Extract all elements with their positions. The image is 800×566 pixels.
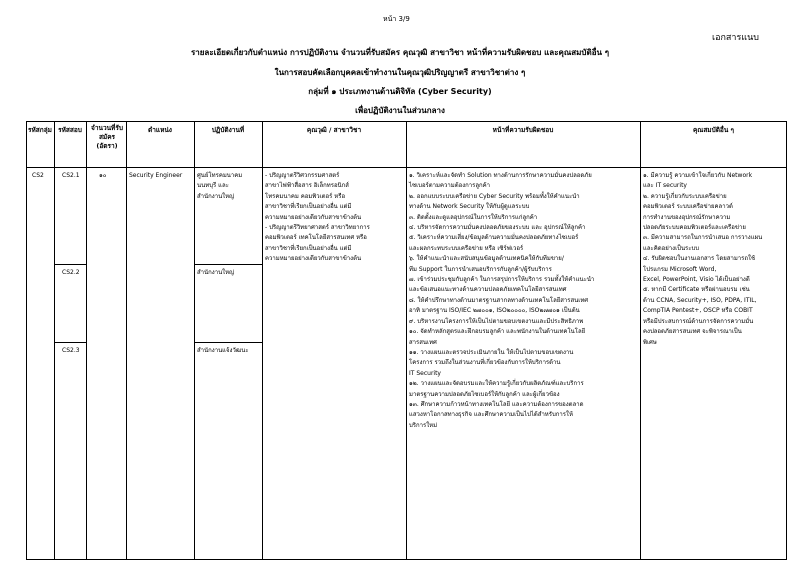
header-quota: จำนวนที่รับสมัคร (อัตรา) [91, 124, 123, 150]
attachment-label: เอกสารแนบ [712, 33, 759, 43]
workplace-cell: สำนักงานใหญ่ [197, 269, 235, 276]
group-code-cell: CS2 [32, 172, 44, 179]
exam-code-cell: CS2.3 [62, 347, 80, 354]
header-position: ตำแหน่ง [148, 126, 172, 134]
table-divider [54, 121, 55, 560]
header-group-code: รหัสกลุ่ม [28, 126, 52, 134]
row-divider [194, 342, 262, 343]
header-exam-code: รหัสสอบ [58, 126, 82, 134]
header-divider [26, 167, 787, 168]
header-qualification: คุณวุฒิ / สาขาวิชา [306, 126, 362, 134]
page-number: หน้า 3/9 [383, 15, 410, 23]
group-heading: กลุ่มที่ ๑ ประเภทงานด้านดิจิทัล (Cyber Security) [308, 87, 492, 96]
document-subtitle: ในการสอบคัดเลือกบุคคลเข้าทำงานในคุณวุฒิปริญญาตรี สาขาวิชาต่าง ๆ [274, 68, 526, 77]
header-workplace: ปฏิบัติงานที่ [211, 126, 245, 134]
qualification-cell: - ปริญญาตรีวิศวกรรมศาสตร์ สาขาไฟฟ้าสื่อสาร อิเล็กทรอนิกส์ โทรคมนาคม คอมพิวเตอร์ หรือ สาขาวิชาที่เรียกเป็นอย่างอื่น แต่มี ความหมายอย่างเดียวกับสาขาข้างต้น - ปริญญาตรีวิทยาศาสตร์ สาขาวิทยาการ คอมพิวเตอร์ เทคโนโลยีสารสนเทศ หรือ สาขาวิชาที่เรียกเป็นอย่างอื่น แต่มี ความหมายอย่างเดียวกับสาขาข้างต้น [265, 172, 370, 263]
row-divider [54, 342, 86, 343]
workplace-cell: ศูนย์โทรคมนาคม นนทบุรี และ สำนักงานใหญ่ [197, 172, 243, 200]
table-divider [194, 121, 195, 560]
quota-cell: ๑๐ [99, 172, 107, 179]
table-divider [406, 121, 407, 560]
exam-code-cell: CS2.2 [62, 269, 80, 276]
header-duties: หน้าที่ความรับผิดชอบ [492, 126, 554, 134]
other-qualifications-cell: ๑. มีความรู้ ความเข้าใจเกี่ยวกับ Network และ IT security ๒. ความรู้เกี่ยวกับระบบเครือข่าย คอมพิวเตอร์ ระบบเครือข่ายคลาวด์ การทำงานของอุปกรณ์รักษาความ ปลอดภัยระบบคอมพิวเตอร์และเครือข่าย ๓. มีความสามารถในการนำเสนอ การวางแผน และคิดอย่างเป็นระบบ ๔. รับผิดชอบในงานเอกสาร โดยสามารถใช้ โปรแกรม Microsoft Word, Excel, PowerPoint, Visio ได้เป็นอย่างดี ๕. หากมี Certificate หรือผ่านอบรม เช่น ด้าน CCNA, Security+, ISO, PDPA, ITIL, CompTIA Pentest+, OSCP หรือ COBIT หรือมีประสบการณ์ด้านการจัดการความมั่น คงปลอดภัยสารสนเทศ จะพิจารณาเป็น พิเศษ [643, 172, 763, 346]
row-divider [194, 264, 262, 265]
position-cell: Security Engineer [129, 172, 183, 179]
exam-code-cell: CS2.1 [62, 172, 80, 179]
duties-cell: ๑. วิเคราะห์และจัดทำ Solution ทางด้านการรักษาความมั่นคงปลอดภัย ไซเบอร์ตามความต้องการลูกค้า ๒. ออกแบบระบบเครือข่าย Cyber Security พร้อมทั้งให้คำแนะนำ ทางด้าน Network Security ให้กับผู้ดูแลระบบ ๓. ติดตั้งและดูแลอุปกรณ์ในการให้บริการแก่ลูกค้า ๔. บริหารจัดการความมั่นคงปลอดภัยของระบบ และ อุปกรณ์ให้ลูกค้า ๕. วิเคราะห์ความเสี่ยง/ข้อมูลด้านความมั่นคงปลอดภัยทางไซเบอร์ และผลกระทบระบบเครือข่าย หรือ เซิร์ฟเวอร์ ๖. ให้คำแนะนำและสนับสนุนข้อมูลด้านเทคนิคให้กับทีมขาย/ ทีม Support ในการนำเสนอบริการกับลูกค้า/ผู้รับบริการ ๗. เข้าร่วมประชุมกับลูกค้า ในการสรุปการให้บริการ รวมทั้งให้คำแนะนำ และข้อเสนอแนะทางด้านความปลอดภัยเทคโนโลยีสารสนเทศ ๘. ให้คำปรึกษาทางด้านมาตรฐานสากลทางด้านเทคโนโลยีสารสนเทศ อาทิ มาตรฐาน ISO/IEC ๒๗๐๐๑, ISO๒๐๐๐๐, ISO๒๗๗๐๑ เป็นต้น ๙. บริหารงานโครงการให้เป็นไปตามขอบเขตงานและมีประสิทธิภาพ ๑๐. จัดทำหลักสูตรและฝึกอบรมลูกค้า และพนักงานในด้านเทคโนโลยี สารสนเทศ ๑๑. วางแผนและตรวจประเมินภายใน ให้เป็นไปตามขอบเขตงาน โครงการ รวมถึงในส่วนงานที่เกี่ยวข้องกับการให้บริการด้าน IT Security ๑๒. วางแผนและจัดอบรมและให้ความรู้เกี่ยวกับผลิตภัณฑ์และบริการ มาตรฐานความปลอดภัยไซเบอร์ให้กับลูกค้า และผู้เกี่ยวข้อง ๑๓. ศึกษาความก้าวหน้าทางเทคโนโลยี และความต้องการของตลาด แสวงหาโอกาสทางธุรกิจ และศึกษาความเป็นไปได้สำหรับการให้ บริการใหม่ [409, 172, 595, 429]
table-divider [86, 121, 87, 560]
workplace-cell: สำนักงานแจ้งวัฒนะ [197, 347, 249, 354]
document-title: รายละเอียดเกี่ยวกับตำแหน่ง การปฏิบัติงาน จำนวนที่รับสมัคร คุณวุฒิ สาขาวิชา หน้าที่ความรับผิดชอบ และคุณสมบัติอื่น ๆ [190, 48, 610, 57]
table-divider [262, 121, 263, 560]
header-other-qualifications: คุณสมบัติอื่น ๆ [692, 126, 735, 134]
row-divider [54, 264, 86, 265]
location-heading: เพื่อปฏิบัติงานในส่วนกลาง [355, 106, 445, 115]
table-divider [126, 121, 127, 560]
table-divider [640, 121, 641, 560]
